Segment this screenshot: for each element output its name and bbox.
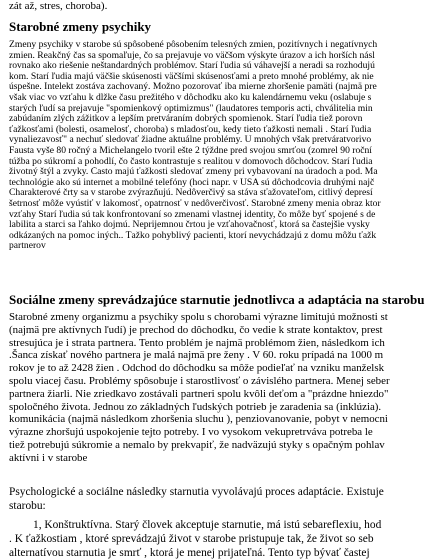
- text-line: odkázaných na pomoc iných.. Ťažko pohyblivý pacienti, ktorí nevychádzajú z domu môžu ťažk: [9, 230, 377, 241]
- text-line: partnerov: [9, 241, 46, 252]
- text-line: Zmeny psychiky v starobe sú spôsobené pôsobením telesných zmien, pozitívnych i negatívnych: [9, 40, 378, 50]
- text-line: vzťahy Starí ľudia sú tak konfrontovaní so zmenami vlastnej identity, čo môže byť spojené s de: [9, 209, 376, 220]
- text-line: šetrnosť môže vyústiť v lakomosť, opatrnosť v nedôverčivosť. Starobné zmeny menia obraz ktor: [9, 198, 381, 209]
- text-line: aktívni i v starobe: [9, 451, 88, 464]
- text-line: .Šanca získať nového partnera je malá najmä pre ženy . V 60. roku prípadá na 1000 m: [9, 349, 384, 362]
- text-line: rovnako ako riešenie neštandardných problémov. Starí ľudia sú váhavejší a neradi sa rozhodujú: [9, 61, 375, 72]
- text-line: alternatívou starnutia je smrť , ktorá je menej prijateľná. Tento typ bývať častej: [9, 547, 370, 559]
- text-line: labilita a starci sa ľahko dojmú. Neprijemnou črtou je vzťahovačnosť, ktorá sa častejšie vysky: [9, 220, 370, 231]
- paragraph-socialne-zmeny: [9, 311, 434, 465]
- section-heading-socialne-zmeny: Sociálne zmeny sprevádzajúce starnutie jednotlivca a adaptácia na starobu: [9, 292, 425, 307]
- paragraph-adaptacia: [9, 485, 434, 513]
- text-line: však viac vo vzťahu k dĺžke času prežitého v dôchodku ako ku kalendárnemu veku (oslabuje s: [9, 92, 372, 103]
- text-line: starých ľudí sa prejavuje "spomienkový optimizmus" (laudatores temporis acti, chválitelia min: [9, 103, 373, 114]
- text-line: Fausta vyše 80 ročný a Michelangelo tvoril ešte 2 týždne pred svojou smrťou (zomrel 90 roční: [9, 145, 372, 156]
- text-line: rokov je to až 2428 žien . Odchod do dôchodku sa môže podieľať na vzniku manželsk: [9, 362, 385, 375]
- text-line: vynaliezavosť" a nechuť sledovať žiadne aktuálne problémy. U mnohých však pretváratvorivo: [9, 135, 372, 146]
- section-heading-psychika: Starobné zmeny psychiky: [9, 19, 152, 34]
- paragraph-psychika: [9, 40, 434, 252]
- continuation-line: zát až, stres, choroba).: [9, 0, 108, 12]
- text-line: výrazne zhoršujú uspokojenie tejto potreby. I vo vysokom vekupretrváva potreba le: [9, 426, 373, 439]
- text-line: zabúdaním zlých zážitkov a lepším pretváraním dobrých spomienok. Starí ľudia tiež porovn: [9, 114, 363, 125]
- text-line: Charakterové črty sa v starobe zvýrazňujú. Nedôverčivý sa stáva sťažovateľom, citlivý depresí: [9, 188, 373, 199]
- text-line: stresujúca je i strata partnera. Tento problém je najmä problémom žien, následkom ich: [9, 336, 385, 349]
- text-line: úspešne. Intelekt zostáva zachovaný. Možno pozorovať iba mierne zhoršenie pamäti (najmä pre: [9, 82, 377, 93]
- text-line: . K ťažkostiam , ktoré sprevádzajú život v starobe pristupuje tak, že život so seb: [9, 533, 374, 545]
- text-line: túžba po súkromí a pohodlí, čo často kontrastuje s realitou v domovoch dôchodcov. Starí ľudia: [9, 156, 373, 167]
- text-line: komunikácia (najmä následkom zhoršenia sluchu ), penziovanovanie, pobyt v nemocni: [9, 413, 388, 426]
- text-line: spolu viacej času. Problémy spôsobuje i starostlivosť o závislého partnera. Menej seber: [9, 374, 390, 387]
- list-item-konstruktivna: [9, 518, 434, 560]
- text-line: Psychologické a sociálne následky starnutia vyvolávajú proces adaptácie. Existuje: [9, 486, 384, 498]
- text-line: spoločného života. Jednou zo základných ľudských potrieb je zaradenia sa (inklúzia).: [9, 400, 382, 413]
- text-line: kom. Starí ľudia majú väčšie skúsenosti väčšími skúsenosťami a preto mnohé problémy, ak nie: [9, 71, 374, 82]
- text-line: technológie ako sú internet a mobilné telefóny (hoci napr. v USA sú dôchodcovia druhými najč: [9, 177, 375, 188]
- text-line: starobu:: [9, 500, 46, 512]
- text-line: zmien. Reakčný čas sa spomaľuje, čo sa prejavuje vo väčšom výskyte úrazov a ich horších násl: [9, 50, 375, 61]
- text-line: (najmä pre aktívnych ľudí) je prechod do dôchodku, čo vedie k strate kontaktov, prest: [9, 323, 383, 336]
- text-line: tiež potrebujú súkromie a nemalo by prekvapiť, že nadväzujú styky s opačným pohlav: [9, 438, 385, 451]
- text-line: ťažkosťami (bolesti, osamelosť, choroba) s mladosťou, kedy tieto ťažkosti nemali . Starí ľudia: [9, 124, 372, 135]
- text-line: životný štýl a zvyky. Často majú ťažkosti sledovať zmeny pri vybavovaní na úradoch a pod. Ma: [9, 167, 378, 178]
- text-line: partnera žiarli. Nie zriedkavo zostávali partneri spolu kvôli deťom a "prázdne hniezdo": [9, 387, 389, 400]
- text-line: 1, Konštruktívna. Starý človek akceptuje starnutie, má istú sebareflexiu, hod: [33, 519, 382, 531]
- text-line: Starobné zmeny organizmu a psychiky spolu s chorobami výrazne limitujú možnosti st: [9, 311, 388, 323]
